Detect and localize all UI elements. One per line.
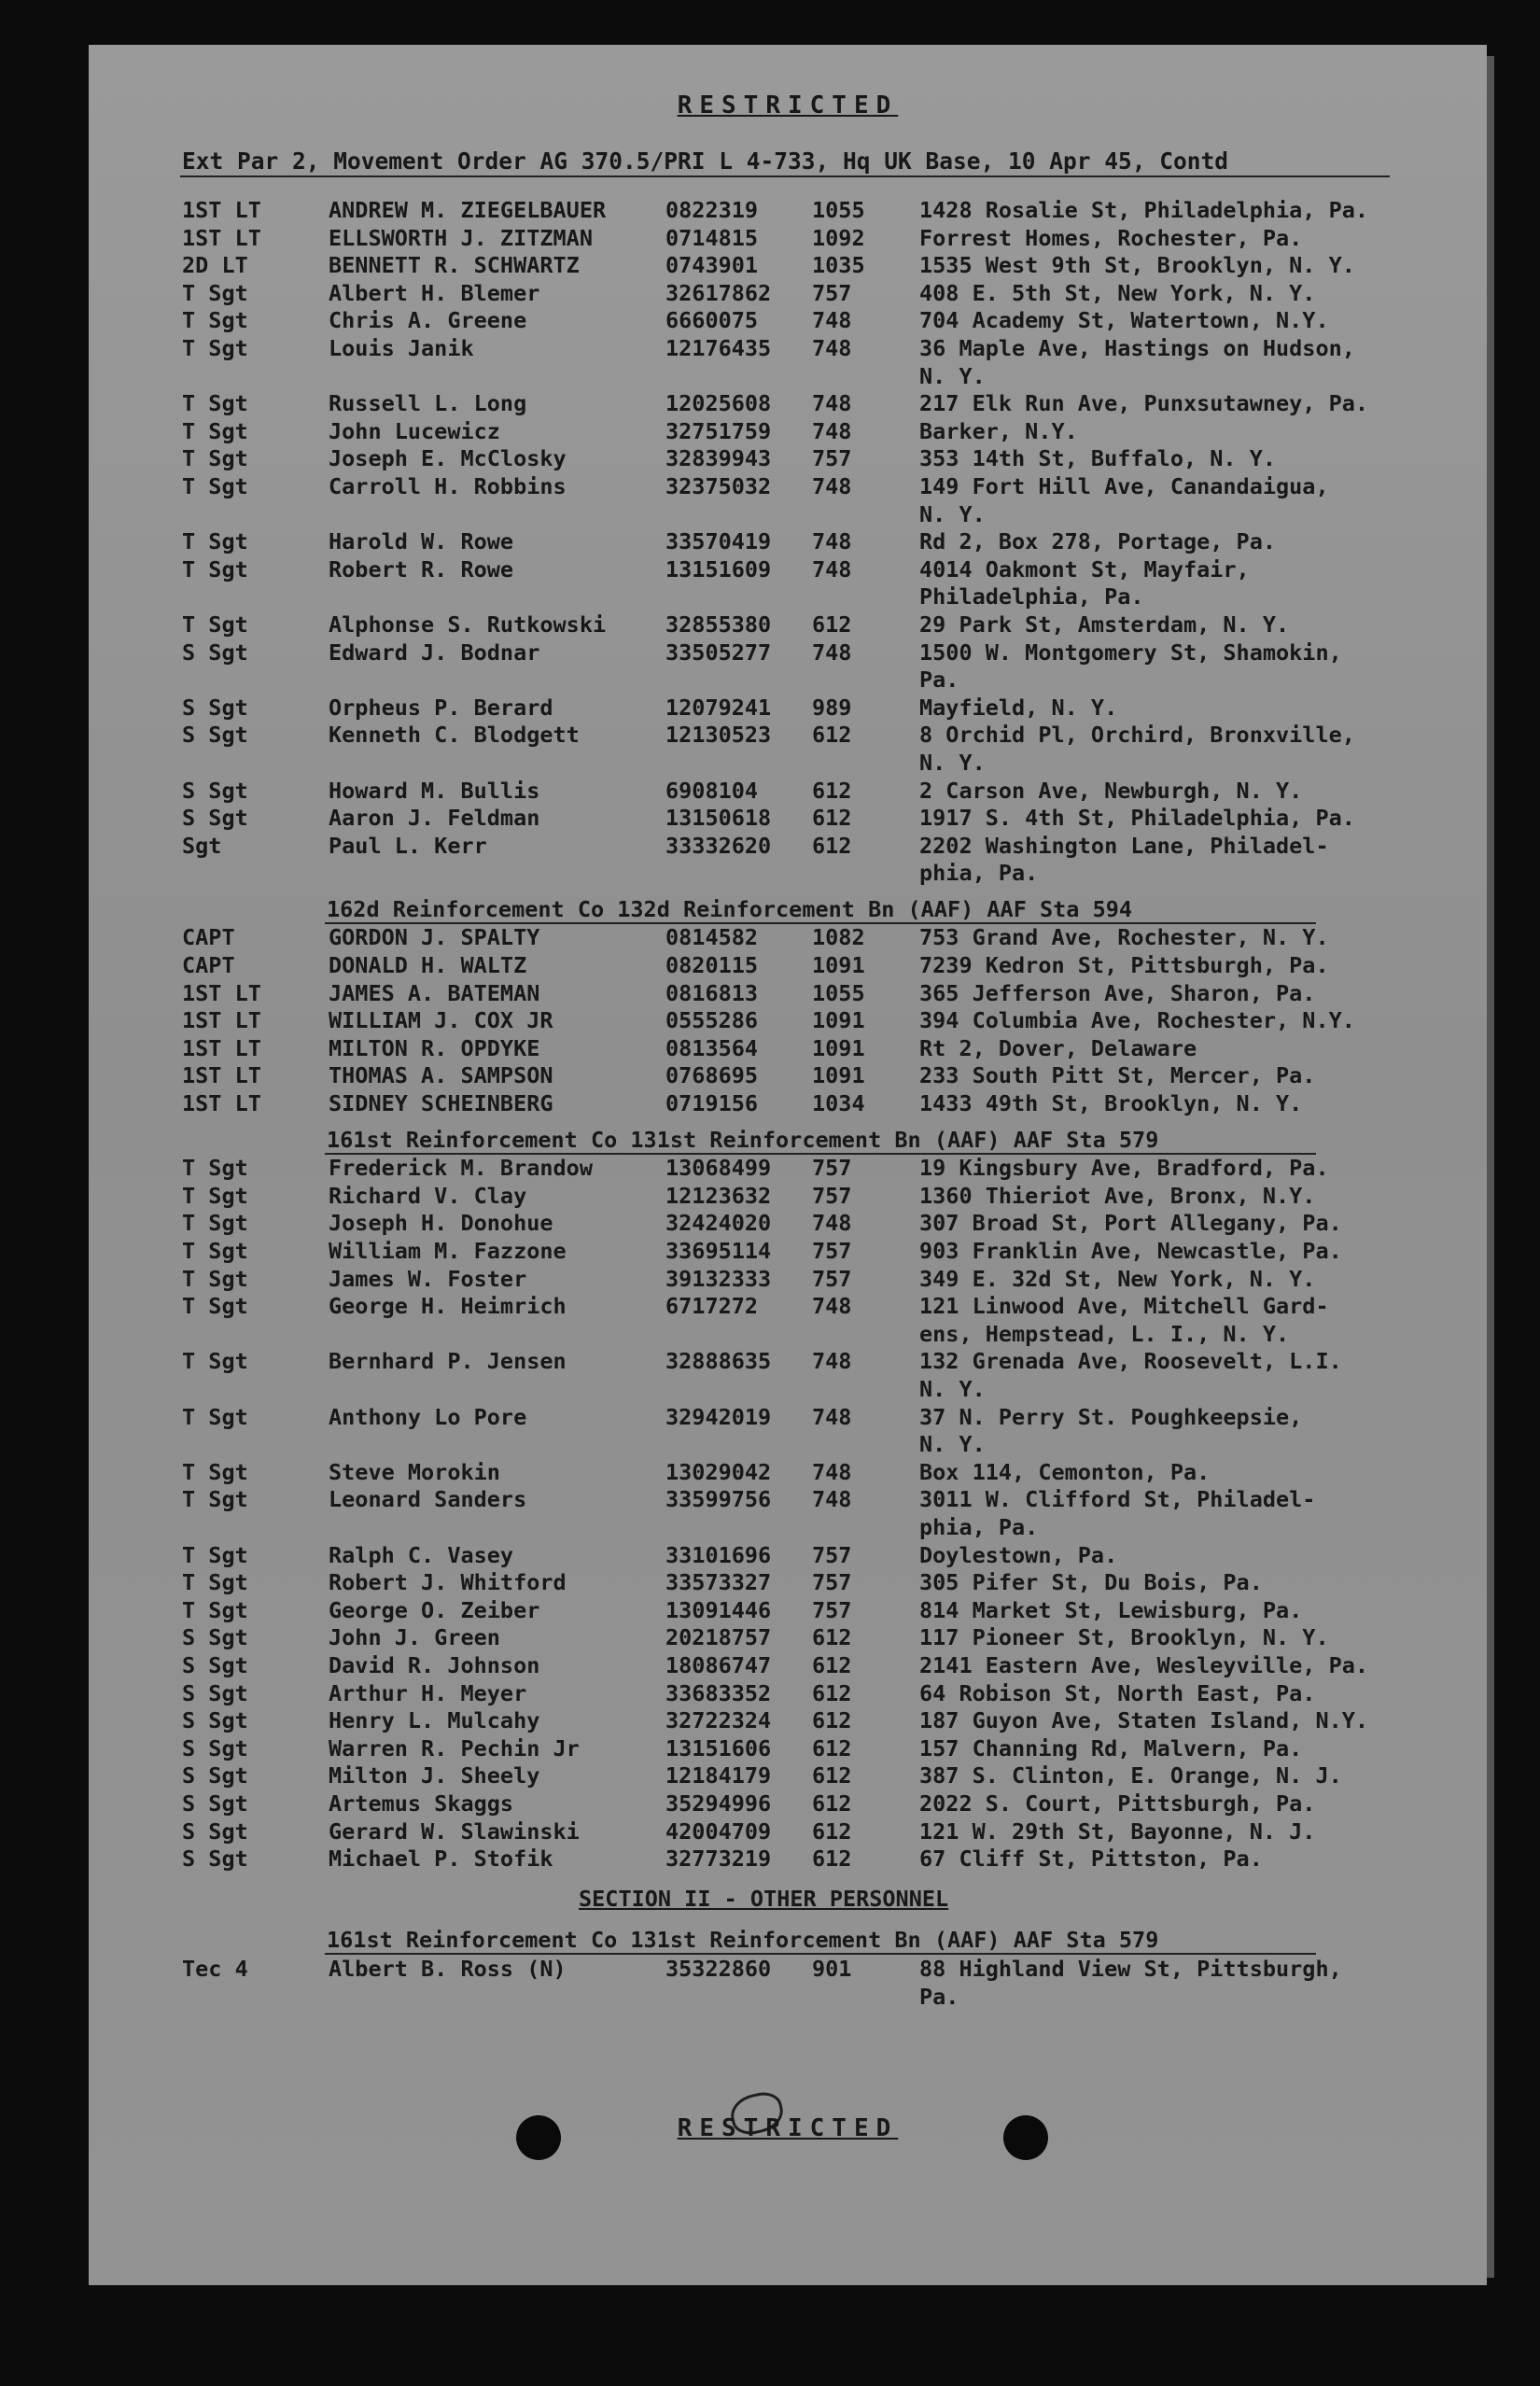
mos-cell: 612: [812, 805, 852, 832]
rank-cell: S Sgt: [182, 694, 248, 721]
rank-cell: T Sgt: [182, 390, 248, 417]
order-reference: Ext Par 2, Movement Order AG 370.5/PRI L 4-733, Hq UK Base, 10 Apr 45, Contd: [182, 147, 1229, 175]
serial-number-cell: 12025608: [665, 390, 772, 417]
address-cell: 408 E. 5th St, New York, N. Y.: [919, 279, 1316, 306]
address-cell: 187 Guyon Ave, Staten Island, N.Y.: [919, 1707, 1369, 1734]
address-cell: 704 Academy St, Watertown, N.Y.: [919, 307, 1329, 334]
mos-cell: 757: [812, 1237, 852, 1264]
serial-number-cell: 0813564: [665, 1034, 759, 1061]
serial-number-cell: 0816813: [665, 979, 759, 1006]
mos-cell: 1091: [812, 952, 865, 979]
name-cell: George O. Zeiber: [329, 1596, 540, 1623]
address-cell: 19 Kingsbury Ave, Bradford, Pa.: [919, 1155, 1329, 1182]
mos-cell: 757: [812, 279, 852, 306]
mos-cell: 748: [812, 555, 852, 582]
rank-cell: S Sgt: [182, 1846, 248, 1873]
serial-number-cell: 13151609: [665, 555, 772, 582]
address-cell: 37 N. Perry St. Poughkeepsie,: [919, 1403, 1303, 1430]
mos-cell: 612: [812, 1790, 852, 1817]
classification-footer: RESTRICTED: [677, 2114, 899, 2142]
serial-number-cell: 33573327: [665, 1569, 772, 1596]
address-cell: 305 Pifer St, Du Bois, Pa.: [919, 1569, 1263, 1596]
mos-cell: 1082: [812, 924, 865, 951]
serial-number-cell: 32942019: [665, 1403, 772, 1430]
address-cell: Rt 2, Dover, Delaware: [919, 1034, 1197, 1061]
name-cell: Warren R. Pechin Jr: [329, 1734, 580, 1761]
subheader-underline: [180, 175, 1390, 177]
rank-cell: 1ST LT: [182, 1090, 261, 1117]
name-cell: Anthony Lo Pore: [329, 1403, 527, 1430]
name-cell: MILTON R. OPDYKE: [329, 1034, 540, 1061]
mos-cell: 612: [812, 1762, 852, 1790]
rank-cell: 1ST LT: [182, 1034, 261, 1061]
mos-cell: 901: [812, 1956, 852, 1983]
serial-number-cell: 39132333: [665, 1265, 772, 1292]
address-cell: 233 South Pitt St, Mercer, Pa.: [919, 1062, 1316, 1089]
rank-cell: S Sgt: [182, 1679, 248, 1706]
name-cell: Albert B. Ross (N): [329, 1956, 567, 1983]
rank-cell: T Sgt: [182, 335, 248, 361]
rank-cell: 1ST LT: [182, 197, 261, 223]
name-cell: ELLSWORTH J. ZITZMAN: [329, 224, 593, 251]
address-cell: 217 Elk Run Ave, Punxsutawney, Pa.: [919, 390, 1369, 417]
serial-number-cell: 33332620: [665, 832, 772, 859]
serial-number-cell: 6908104: [665, 777, 759, 804]
address-cell: 1500 W. Montgomery St, Shamokin,: [919, 639, 1342, 666]
rank-cell: Tec 4: [182, 1956, 248, 1983]
rank-cell: T Sgt: [182, 1265, 248, 1292]
name-cell: George H. Heimrich: [329, 1293, 567, 1320]
name-cell: Robert J. Whitford: [329, 1569, 567, 1596]
name-cell: Steve Morokin: [329, 1458, 500, 1485]
rank-cell: S Sgt: [182, 777, 248, 804]
address-continuation: N. Y.: [919, 750, 986, 776]
mos-cell: 612: [812, 1818, 852, 1845]
serial-number-cell: 12176435: [665, 335, 772, 361]
rank-cell: T Sgt: [182, 1293, 248, 1320]
serial-number-cell: 12184179: [665, 1762, 772, 1790]
rank-cell: T Sgt: [182, 1403, 248, 1430]
name-cell: Joseph H. Donohue: [329, 1210, 553, 1237]
rank-cell: T Sgt: [182, 1348, 248, 1375]
rank-cell: T Sgt: [182, 279, 248, 306]
name-cell: Leonard Sanders: [329, 1486, 527, 1513]
mos-cell: 748: [812, 473, 852, 499]
serial-number-cell: 33695114: [665, 1237, 772, 1264]
name-cell: Arthur H. Meyer: [329, 1679, 527, 1706]
address-cell: Mayfield, N. Y.: [919, 694, 1118, 721]
address-cell: 349 E. 32d St, New York, N. Y.: [919, 1265, 1316, 1292]
unit-heading: 161st Reinforcement Co 131st Reinforcement Bn (AAF) AAF Sta 579: [327, 1126, 1159, 1153]
rank-cell: 2D LT: [182, 252, 248, 279]
serial-number-cell: 13091446: [665, 1596, 772, 1623]
address-cell: 121 W. 29th St, Bayonne, N. J.: [919, 1818, 1316, 1845]
rank-cell: T Sgt: [182, 1596, 248, 1623]
address-cell: 814 Market St, Lewisburg, Pa.: [919, 1596, 1303, 1623]
address-continuation: N. Y.: [919, 1375, 986, 1402]
serial-number-cell: 0719156: [665, 1090, 759, 1117]
mos-cell: 612: [812, 832, 852, 859]
address-cell: 8 Orchid Pl, Orchird, Bronxville,: [919, 722, 1355, 749]
mos-cell: 612: [812, 1734, 852, 1761]
name-cell: James W. Foster: [329, 1265, 527, 1292]
name-cell: David R. Johnson: [329, 1651, 540, 1678]
serial-number-cell: 35294996: [665, 1790, 772, 1817]
name-cell: WILLIAM J. COX JR: [329, 1007, 553, 1034]
rank-cell: T Sgt: [182, 1182, 248, 1209]
mos-cell: 748: [812, 390, 852, 417]
address-continuation: N. Y.: [919, 1431, 986, 1458]
mos-cell: 757: [812, 445, 852, 472]
serial-number-cell: 12130523: [665, 722, 772, 749]
unit-heading: 161st Reinforcement Co 131st Reinforcement Bn (AAF) AAF Sta 579: [327, 1927, 1159, 1954]
name-cell: Frederick M. Brandow: [329, 1155, 593, 1182]
rank-cell: CAPT: [182, 924, 235, 951]
serial-number-cell: 35322860: [665, 1956, 772, 1983]
name-cell: Louis Janik: [329, 335, 474, 361]
address-cell: 149 Fort Hill Ave, Canandaigua,: [919, 473, 1329, 499]
mos-cell: 748: [812, 528, 852, 555]
address-continuation: N. Y.: [919, 362, 986, 389]
serial-number-cell: 0743901: [665, 252, 759, 279]
address-cell: 64 Robison St, North East, Pa.: [919, 1679, 1316, 1706]
address-cell: 36 Maple Ave, Hastings on Hudson,: [919, 335, 1355, 361]
mos-cell: 1055: [812, 197, 865, 223]
rank-cell: T Sgt: [182, 307, 248, 334]
serial-number-cell: 32375032: [665, 473, 772, 499]
mos-cell: 757: [812, 1569, 852, 1596]
mos-cell: 757: [812, 1182, 852, 1209]
address-cell: 132 Grenada Ave, Roosevelt, L.I.: [919, 1348, 1342, 1375]
serial-number-cell: 0555286: [665, 1007, 759, 1034]
serial-number-cell: 32888635: [665, 1348, 772, 1375]
name-cell: Harold W. Rowe: [329, 528, 514, 555]
address-cell: 903 Franklin Ave, Newcastle, Pa.: [919, 1237, 1342, 1264]
serial-number-cell: 33683352: [665, 1679, 772, 1706]
mos-cell: 748: [812, 639, 852, 666]
serial-number-cell: 0768695: [665, 1062, 759, 1089]
rank-cell: S Sgt: [182, 722, 248, 749]
mos-cell: 748: [812, 1293, 852, 1320]
mos-cell: 748: [812, 1486, 852, 1513]
name-cell: Artemus Skaggs: [329, 1790, 514, 1817]
serial-number-cell: 12123632: [665, 1182, 772, 1209]
name-cell: Edward J. Bodnar: [329, 639, 540, 666]
address-cell: 121 Linwood Ave, Mitchell Gard-: [919, 1293, 1329, 1320]
mos-cell: 1092: [812, 224, 865, 251]
address-continuation: Philadelphia, Pa.: [919, 583, 1144, 611]
mos-cell: 1091: [812, 1034, 865, 1061]
unit-heading: 162d Reinforcement Co 132d Reinforcement Bn (AAF) AAF Sta 594: [327, 895, 1133, 922]
name-cell: SIDNEY SCHEINBERG: [329, 1090, 553, 1117]
rank-cell: T Sgt: [182, 555, 248, 582]
address-cell: Barker, N.Y.: [919, 417, 1078, 444]
address-cell: 2141 Eastern Ave, Wesleyville, Pa.: [919, 1651, 1369, 1678]
mos-cell: 612: [812, 722, 852, 749]
mos-cell: 612: [812, 1651, 852, 1678]
name-cell: Albert H. Blemer: [329, 279, 540, 306]
address-cell: Rd 2, Box 278, Portage, Pa.: [919, 528, 1277, 555]
address-cell: 88 Highland View St, Pittsburgh,: [919, 1956, 1342, 1983]
serial-number-cell: 13150618: [665, 805, 772, 832]
name-cell: JAMES A. BATEMAN: [329, 979, 540, 1006]
name-cell: Henry L. Mulcahy: [329, 1707, 540, 1734]
name-cell: Robert R. Rowe: [329, 555, 514, 582]
address-cell: 4014 Oakmont St, Mayfair,: [919, 555, 1250, 582]
address-continuation: ens, Hempstead, L. I., N. Y.: [919, 1320, 1290, 1347]
address-cell: 1917 S. 4th St, Philadelphia, Pa.: [919, 805, 1355, 832]
name-cell: Chris A. Greene: [329, 307, 527, 334]
mos-cell: 757: [812, 1596, 852, 1623]
serial-number-cell: 32722324: [665, 1707, 772, 1734]
address-cell: Box 114, Cemonton, Pa.: [919, 1458, 1211, 1485]
address-cell: 67 Cliff St, Pittston, Pa.: [919, 1846, 1263, 1873]
address-cell: 1433 49th St, Brooklyn, N. Y.: [919, 1090, 1303, 1117]
mos-cell: 612: [812, 1846, 852, 1873]
mos-cell: 612: [812, 1624, 852, 1651]
rank-cell: T Sgt: [182, 1237, 248, 1264]
mos-cell: 1091: [812, 1062, 865, 1089]
classification-header: RESTRICTED: [677, 91, 899, 119]
mos-cell: 748: [812, 1403, 852, 1430]
address-cell: 353 14th St, Buffalo, N. Y.: [919, 445, 1277, 472]
address-cell: 2 Carson Ave, Newburgh, N. Y.: [919, 777, 1303, 804]
address-cell: 1428 Rosalie St, Philadelphia, Pa.: [919, 197, 1369, 223]
serial-number-cell: 32751759: [665, 417, 772, 444]
rank-cell: T Sgt: [182, 1155, 248, 1182]
rank-cell: 1ST LT: [182, 224, 261, 251]
name-cell: Kenneth C. Blodgett: [329, 722, 580, 749]
name-cell: Orpheus P. Berard: [329, 694, 553, 721]
name-cell: Aaron J. Feldman: [329, 805, 540, 832]
serial-number-cell: 0714815: [665, 224, 759, 251]
address-cell: 365 Jefferson Ave, Sharon, Pa.: [919, 979, 1316, 1006]
rank-cell: CAPT: [182, 952, 235, 979]
serial-number-cell: 6717272: [665, 1293, 759, 1320]
mos-cell: 612: [812, 1707, 852, 1734]
mos-cell: 757: [812, 1265, 852, 1292]
address-cell: 157 Channing Rd, Malvern, Pa.: [919, 1734, 1303, 1761]
mos-cell: 1091: [812, 1007, 865, 1034]
name-cell: Ralph C. Vasey: [329, 1541, 514, 1568]
serial-number-cell: 6660075: [665, 307, 759, 334]
name-cell: John J. Green: [329, 1624, 500, 1651]
address-continuation: phia, Pa.: [919, 860, 1039, 887]
address-cell: 307 Broad St, Port Allegany, Pa.: [919, 1210, 1342, 1237]
serial-number-cell: 33101696: [665, 1541, 772, 1568]
page-edge-shadow: [1487, 56, 1494, 2278]
name-cell: Gerard W. Slawinski: [329, 1818, 580, 1845]
address-continuation: phia, Pa.: [919, 1513, 1039, 1540]
serial-number-cell: 33599756: [665, 1486, 772, 1513]
rank-cell: T Sgt: [182, 611, 248, 638]
mos-cell: 1034: [812, 1090, 865, 1117]
name-cell: Richard V. Clay: [329, 1182, 527, 1209]
serial-number-cell: 32855380: [665, 611, 772, 638]
address-cell: 2022 S. Court, Pittsburgh, Pa.: [919, 1790, 1316, 1817]
serial-number-cell: 33505277: [665, 639, 772, 666]
rank-cell: T Sgt: [182, 528, 248, 555]
rank-cell: Sgt: [182, 832, 222, 859]
serial-number-cell: 0822319: [665, 197, 759, 223]
address-cell: Forrest Homes, Rochester, Pa.: [919, 224, 1303, 251]
serial-number-cell: 13029042: [665, 1458, 772, 1485]
document-page: [89, 45, 1487, 2285]
address-cell: 117 Pioneer St, Brooklyn, N. Y.: [919, 1624, 1329, 1651]
address-continuation: Pa.: [919, 667, 959, 694]
rank-cell: T Sgt: [182, 445, 248, 472]
serial-number-cell: 33570419: [665, 528, 772, 555]
rank-cell: S Sgt: [182, 1790, 248, 1817]
section-title: SECTION II - OTHER PERSONNEL: [579, 1886, 949, 1913]
rank-cell: S Sgt: [182, 1624, 248, 1651]
name-cell: Russell L. Long: [329, 390, 527, 417]
address-cell: 753 Grand Ave, Rochester, N. Y.: [919, 924, 1329, 951]
mos-cell: 612: [812, 1679, 852, 1706]
mos-cell: 748: [812, 307, 852, 334]
address-continuation: N. Y.: [919, 500, 986, 527]
name-cell: GORDON J. SPALTY: [329, 924, 540, 951]
name-cell: ANDREW M. ZIEGELBAUER: [329, 197, 607, 223]
name-cell: Howard M. Bullis: [329, 777, 540, 804]
rank-cell: S Sgt: [182, 1818, 248, 1845]
serial-number-cell: 18086747: [665, 1651, 772, 1678]
name-cell: Alphonse S. Rutkowski: [329, 611, 607, 638]
mos-cell: 757: [812, 1155, 852, 1182]
address-cell: 394 Columbia Ave, Rochester, N.Y.: [919, 1007, 1355, 1034]
mos-cell: 748: [812, 335, 852, 361]
address-cell: 29 Park St, Amsterdam, N. Y.: [919, 611, 1290, 638]
rank-cell: T Sgt: [182, 473, 248, 499]
mos-cell: 1035: [812, 252, 865, 279]
serial-number-cell: 13151606: [665, 1734, 772, 1761]
mos-cell: 757: [812, 1541, 852, 1568]
rank-cell: 1ST LT: [182, 1062, 261, 1089]
mos-cell: 1055: [812, 979, 865, 1006]
address-continuation: Pa.: [919, 1983, 959, 2010]
name-cell: Bernhard P. Jensen: [329, 1348, 567, 1375]
rank-cell: T Sgt: [182, 1569, 248, 1596]
mos-cell: 748: [812, 417, 852, 444]
serial-number-cell: 32773219: [665, 1846, 772, 1873]
serial-number-cell: 0814582: [665, 924, 759, 951]
serial-number-cell: 32424020: [665, 1210, 772, 1237]
rank-cell: 1ST LT: [182, 1007, 261, 1034]
rank-cell: S Sgt: [182, 639, 248, 666]
name-cell: DONALD H. WALTZ: [329, 952, 527, 979]
rank-cell: S Sgt: [182, 1734, 248, 1761]
address-cell: 1535 West 9th St, Brooklyn, N. Y.: [919, 252, 1355, 279]
address-cell: Doylestown, Pa.: [919, 1541, 1118, 1568]
name-cell: Milton J. Sheely: [329, 1762, 540, 1790]
name-cell: Joseph E. McClosky: [329, 445, 567, 472]
name-cell: Michael P. Stofik: [329, 1846, 553, 1873]
serial-number-cell: 42004709: [665, 1818, 772, 1845]
serial-number-cell: 12079241: [665, 694, 772, 721]
mos-cell: 748: [812, 1348, 852, 1375]
rank-cell: T Sgt: [182, 417, 248, 444]
rank-cell: S Sgt: [182, 1651, 248, 1678]
address-cell: 2202 Washington Lane, Philadel-: [919, 832, 1329, 859]
name-cell: John Lucewicz: [329, 417, 500, 444]
name-cell: Carroll H. Robbins: [329, 473, 567, 499]
name-cell: Paul L. Kerr: [329, 832, 487, 859]
serial-number-cell: 0820115: [665, 952, 759, 979]
serial-number-cell: 32839943: [665, 445, 772, 472]
address-cell: 387 S. Clinton, E. Orange, N. J.: [919, 1762, 1342, 1790]
mos-cell: 748: [812, 1210, 852, 1237]
rank-cell: 1ST LT: [182, 979, 261, 1006]
rank-cell: T Sgt: [182, 1541, 248, 1568]
name-cell: William M. Fazzone: [329, 1237, 567, 1264]
address-cell: 3011 W. Clifford St, Philadel-: [919, 1486, 1316, 1513]
mos-cell: 612: [812, 777, 852, 804]
rank-cell: T Sgt: [182, 1486, 248, 1513]
mos-cell: 989: [812, 694, 852, 721]
name-cell: THOMAS A. SAMPSON: [329, 1062, 553, 1089]
rank-cell: S Sgt: [182, 805, 248, 832]
rank-cell: T Sgt: [182, 1458, 248, 1485]
mos-cell: 612: [812, 611, 852, 638]
name-cell: BENNETT R. SCHWARTZ: [329, 252, 580, 279]
rank-cell: S Sgt: [182, 1707, 248, 1734]
rank-cell: S Sgt: [182, 1762, 248, 1790]
serial-number-cell: 20218757: [665, 1624, 772, 1651]
serial-number-cell: 13068499: [665, 1155, 772, 1182]
rank-cell: T Sgt: [182, 1210, 248, 1237]
mos-cell: 748: [812, 1458, 852, 1485]
address-cell: 7239 Kedron St, Pittsburgh, Pa.: [919, 952, 1329, 979]
serial-number-cell: 32617862: [665, 279, 772, 306]
address-cell: 1360 Thieriot Ave, Bronx, N.Y.: [919, 1182, 1316, 1209]
